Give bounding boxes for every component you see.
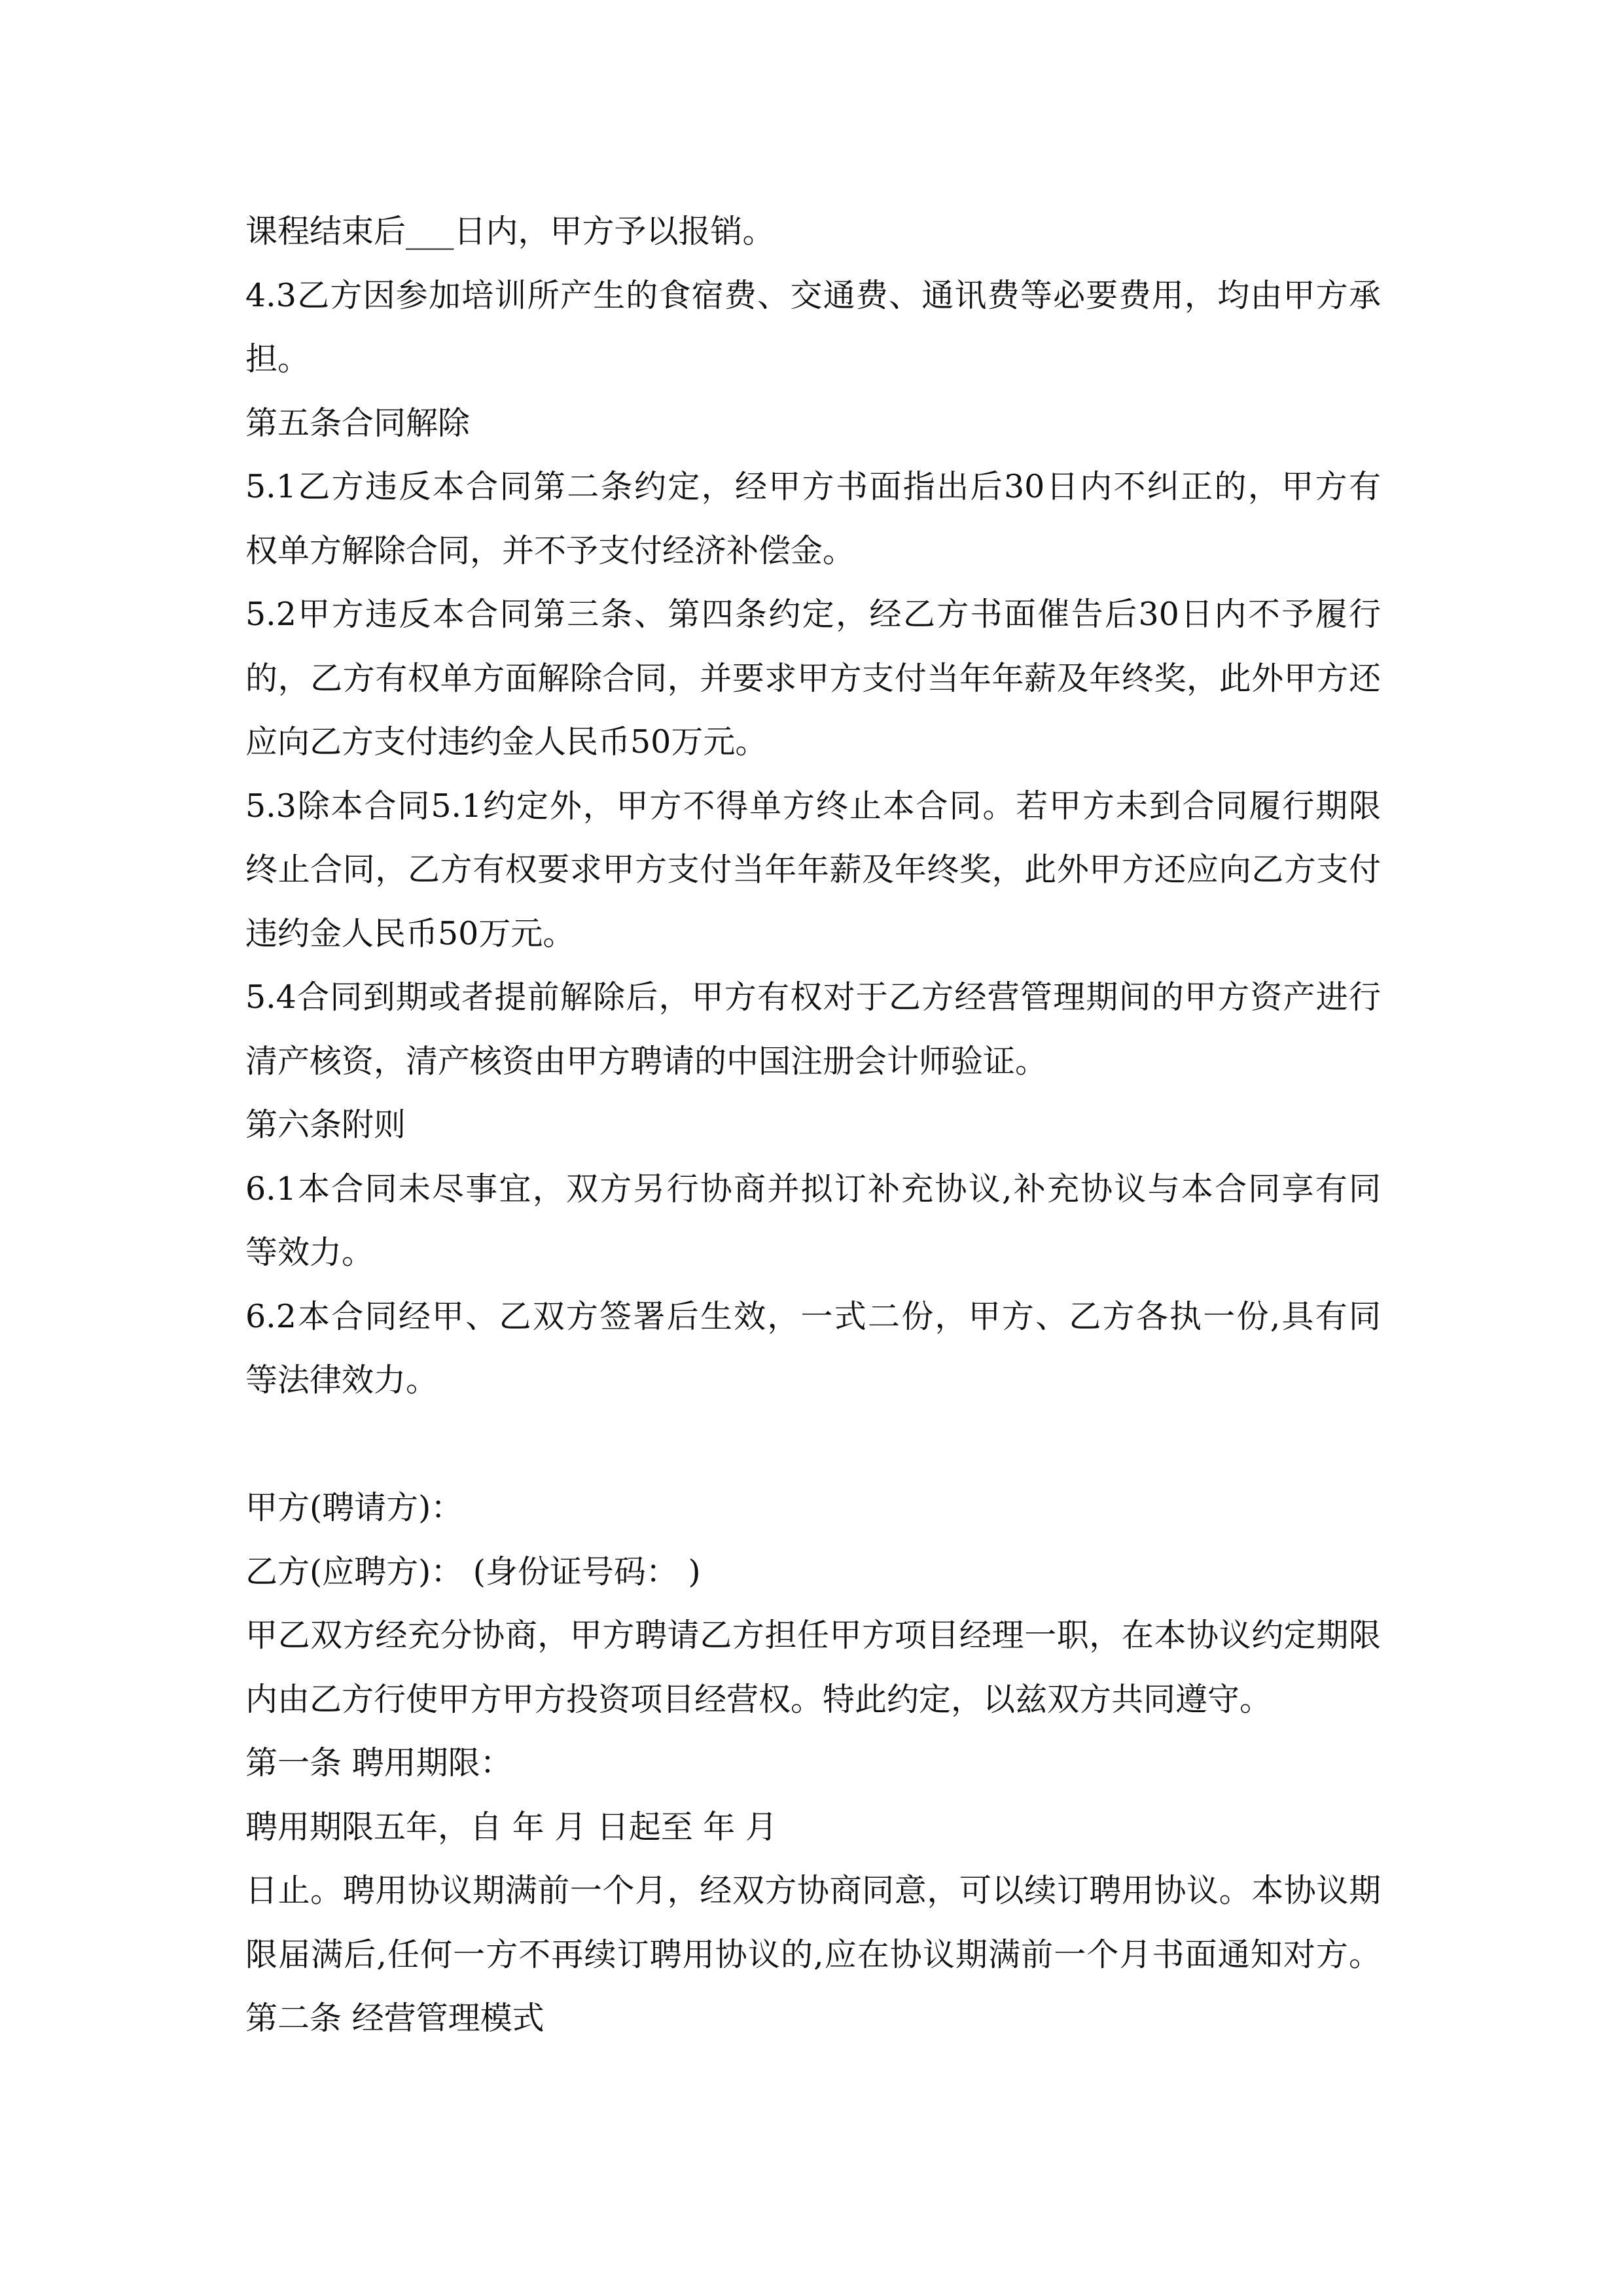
text-line: 限届满后,任何一方不再续订聘用协议的,应在协议期满前一个月书面通知对方。: [245, 1935, 1381, 1973]
text-line: 权单方解除合同，并不予支付经济补偿金。: [245, 531, 855, 569]
party-b-label: 乙方(应聘方)： (身份证号码： ): [245, 1552, 701, 1590]
text-line: 6.2本合同经甲、乙双方签署后生效，一式二份，甲方、乙方各执一份,具有同: [245, 1297, 1381, 1335]
section-heading: 第二条 经营管理模式: [245, 2000, 544, 2037]
text-line: 内由乙方行使甲方甲方投资项目经营权。特此约定，以兹双方共同遵守。: [245, 1680, 1272, 1718]
text-line: 5.3除本合同5.1约定外，甲方不得单方终止本合同。若甲方未到合同履行期限: [245, 787, 1381, 825]
text-line: 终止合同，乙方有权要求甲方支付当年年薪及年终奖，此外甲方还应向乙方支付: [245, 851, 1381, 888]
text-line: 担。: [245, 340, 310, 378]
text-line: 4.3乙方因参加培训所产生的食宿费、交通费、通讯费等必要费用，均由甲方承: [245, 276, 1381, 314]
text-line: 5.4合同到期或者提前解除后，甲方有权对于乙方经营管理期间的甲方资产进行: [245, 978, 1381, 1016]
text-line: 的，乙方有权单方面解除合同，并要求甲方支付当年年薪及年终奖，此外甲方还: [245, 659, 1381, 697]
text-line: 5.1乙方违反本合同第二条约定，经甲方书面指出后30日内不纠正的，甲方有: [245, 468, 1381, 505]
text-line: 聘用期限五年，自 年 月 日起至 年 月: [245, 1808, 777, 1846]
text-line: 甲乙双方经充分协商，甲方聘请乙方担任甲方项目经理一职，在本协议约定期限: [245, 1617, 1381, 1654]
text-line: 6.1本合同未尽事宜，双方另行协商并拟订补充协议,补充协议与本合同享有同: [245, 1170, 1381, 1208]
text-line: 违约金人民币50万元。: [245, 914, 575, 952]
party-a-label: 甲方(聘请方)：: [245, 1489, 463, 1526]
text-line: 应向乙方支付违约金人民币50万元。: [245, 723, 768, 761]
text-line: 课程结束后___日内，甲方予以报销。: [245, 213, 775, 250]
text-line: 清产核资，清产核资由甲方聘请的中国注册会计师验证。: [245, 1042, 1048, 1080]
document-body: [245, 200, 1381, 2051]
text-line: 日止。聘用协议期满前一个月，经双方协商同意，可以续订聘用协议。本协议期: [245, 1872, 1381, 1909]
section-heading: 第一条 聘用期限：: [245, 1744, 512, 1782]
section-heading: 第五条合同解除: [245, 404, 471, 442]
text-line: 等效力。: [245, 1234, 374, 1271]
section-heading: 第六条附则: [245, 1106, 406, 1143]
blank-line: [245, 1412, 1381, 1477]
text-line: 5.2甲方违反本合同第三条、第四条约定，经乙方书面催告后30日内不予履行: [245, 596, 1381, 633]
text-line: 等法律效力。: [245, 1361, 438, 1399]
